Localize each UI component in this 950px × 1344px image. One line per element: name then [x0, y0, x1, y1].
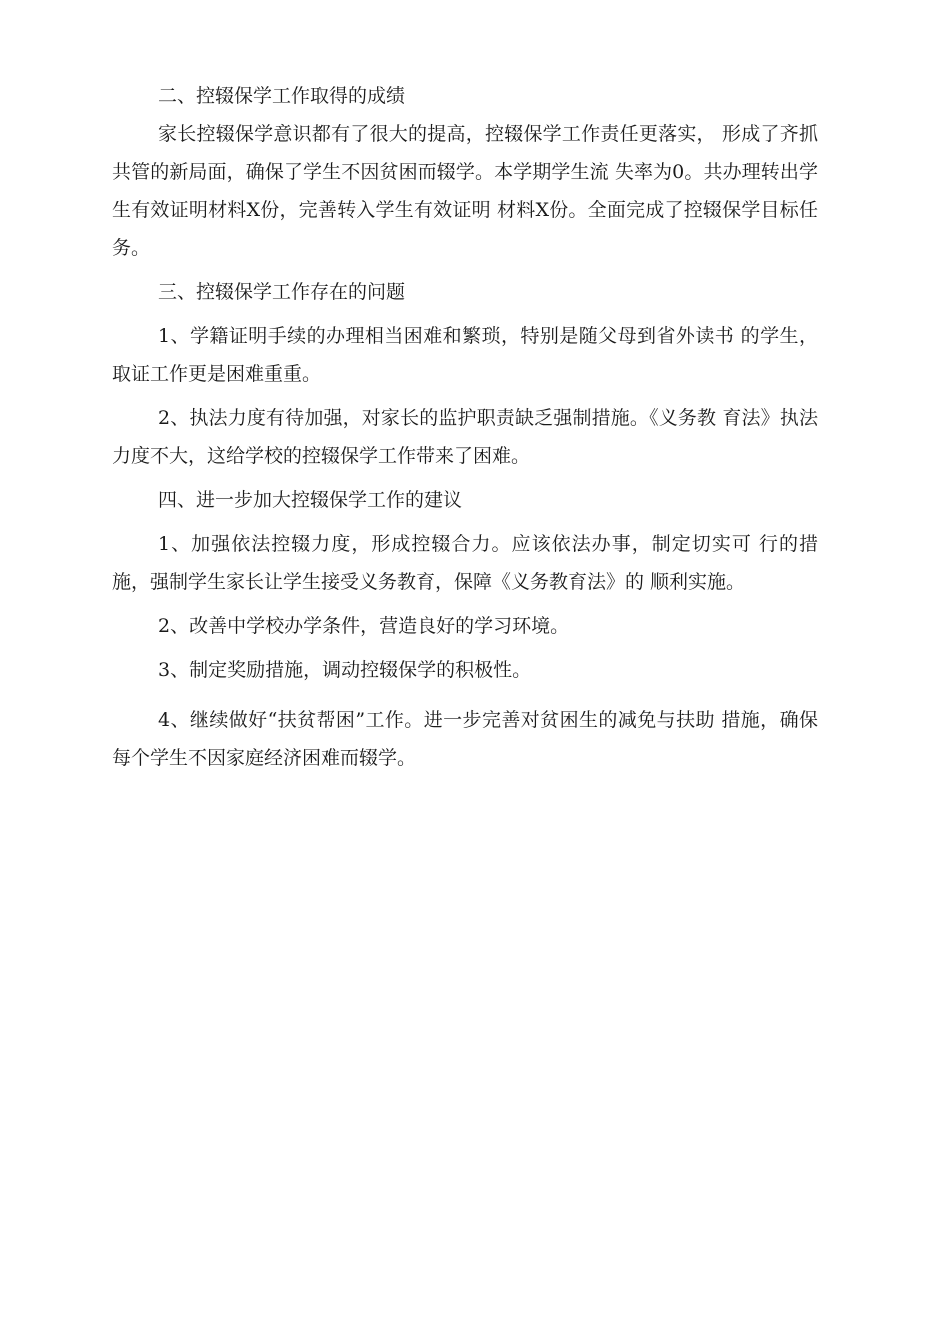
paragraph-achievements: 家长控辍保学意识都有了很大的提高，控辍保学工作责任更落实， 形成了齐抓共管的新局面，确保了学生不因贫困而辍学。本学期学生流 失率为0。共办理转出学生有效证明材料X份，完善转入学生有效证明 材料X份。全面完成了控辍保学目标任务。	[112, 123, 818, 259]
section-heading-suggestions: 四、进一步加大控辍保学工作的建议	[158, 489, 463, 511]
section-heading-achievements: 二、控辍保学工作取得的成绩	[158, 85, 406, 107]
paragraph-suggestion-3: 3、制定奖励措施，调动控辍保学的积极性。	[158, 659, 532, 681]
section-heading-problems: 三、控辍保学工作存在的问题	[158, 281, 406, 303]
document-body	[112, 77, 818, 777]
paragraph-suggestion-4: 4、继续做好“扶贫帮困”工作。进一步完善对贫困生的减免与扶助 措施，确保每个学生不因家庭经济困难而辍学。	[112, 709, 818, 769]
paragraph-suggestion-1: 1、加强依法控辍力度，形成控辍合力。应该依法办事，制定切实可 行的措施，强制学生家长让学生接受义务教育，保障《义务教育法》的 顺利实施。	[112, 533, 818, 593]
paragraph-problem-2: 2、执法力度有待加强，对家长的监护职责缺乏强制措施。《义务教 育法》执法力度不大，这给学校的控辍保学工作带来了困难。	[112, 407, 818, 467]
paragraph-suggestion-2: 2、改善中学校办学条件，营造良好的学习环境。	[158, 615, 570, 637]
paragraph-problem-1: 1、学籍证明手续的办理相当困难和繁琐，特别是随父母到省外读书 的学生，取证工作更是困难重重。	[112, 325, 818, 385]
